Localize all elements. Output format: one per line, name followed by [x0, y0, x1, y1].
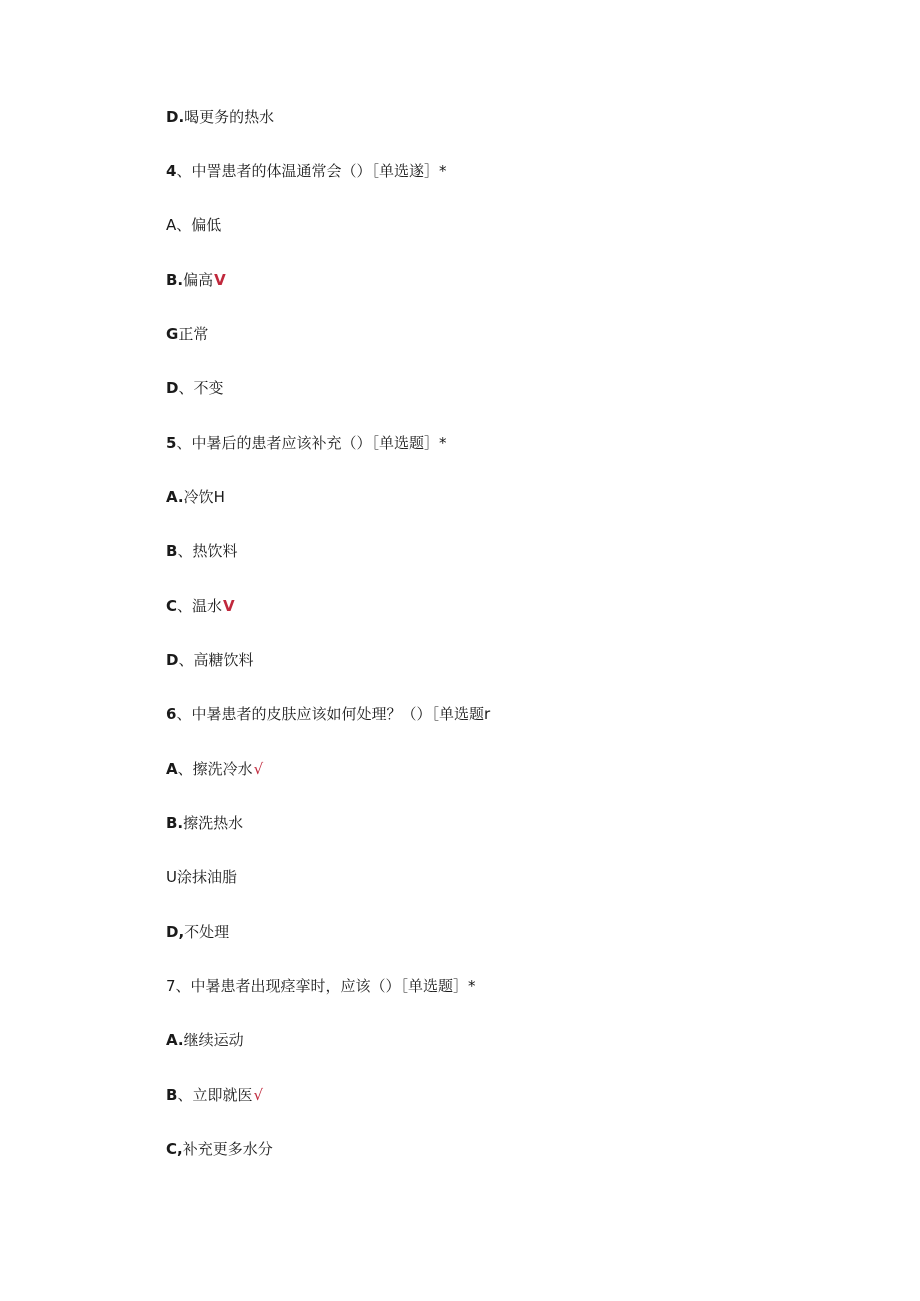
option-line: [166, 324, 209, 344]
option-prefix: A.: [166, 488, 184, 506]
check-mark: √: [253, 1086, 264, 1104]
option-line: [166, 541, 238, 561]
question-line: [166, 161, 447, 181]
option-prefix: B.: [166, 814, 184, 832]
question-number: 6: [166, 705, 177, 723]
option-text: 冷饮H: [183, 488, 225, 506]
option-prefix: B: [166, 1086, 178, 1104]
option-text: 偏高: [183, 271, 214, 289]
option-line: [166, 813, 244, 833]
option-prefix: C,: [166, 1140, 183, 1158]
option-prefix: B.: [166, 271, 184, 289]
option-line: [166, 759, 263, 779]
option-text: 不处理: [184, 923, 230, 941]
check-mark: V: [223, 597, 235, 615]
option-line: [166, 1139, 274, 1159]
option-text: 正常: [178, 325, 209, 343]
question-line: [166, 976, 477, 996]
option-text: A、偏低: [166, 216, 222, 234]
option-line: [166, 922, 230, 942]
option-line: [166, 378, 224, 398]
option-prefix: D: [166, 651, 179, 669]
option-prefix: A.: [166, 1031, 184, 1049]
question-number: 5: [166, 434, 177, 452]
option-prefix: D: [166, 379, 179, 397]
option-text: 继续运动: [183, 1031, 244, 1049]
option-text: U涂抹油脂: [166, 868, 237, 886]
option-line: [166, 650, 254, 670]
option-line: [166, 1085, 263, 1105]
check-mark: V: [214, 271, 226, 289]
option-line: [166, 215, 222, 235]
question-text: 、中暑患者的皮肤应该如何处理？（）［单选题r: [176, 705, 491, 723]
option-line: [166, 596, 235, 616]
option-prefix: B: [166, 542, 178, 560]
option-prefix: C: [166, 597, 178, 615]
option-prefix: G: [166, 325, 179, 343]
option-line: [166, 487, 226, 507]
question-text: 7、中暑患者出现痉挛时，应该（）［单选题］*: [166, 977, 476, 995]
option-prefix: D.: [166, 108, 185, 126]
question-line: [166, 704, 491, 724]
option-line: [166, 107, 275, 127]
option-text: 喝更务的热水: [184, 108, 275, 126]
question-text: 、中詈患者的体温通常会（）［单选遂］*: [176, 162, 447, 180]
option-text: 补充更多水分: [182, 1140, 273, 1158]
option-text: 、高糖饮料: [178, 651, 254, 669]
check-mark: √: [253, 760, 264, 778]
option-line: [166, 1030, 245, 1050]
option-text: 、热饮料: [177, 542, 238, 560]
option-line: [166, 270, 226, 290]
option-text: 擦洗热水: [183, 814, 244, 832]
option-prefix: A: [166, 760, 178, 778]
question-number: 4: [166, 162, 177, 180]
option-text: 、不变: [178, 379, 224, 397]
option-line: [166, 867, 238, 887]
option-text: 、擦洗冷水: [177, 760, 253, 778]
question-line: [166, 433, 447, 453]
option-text: 、立即就医: [177, 1086, 253, 1104]
option-prefix: D,: [166, 923, 185, 941]
question-text: 、中暑后的患者应该补充（）［单选题］*: [176, 434, 447, 452]
option-text: 、温水: [177, 597, 223, 615]
